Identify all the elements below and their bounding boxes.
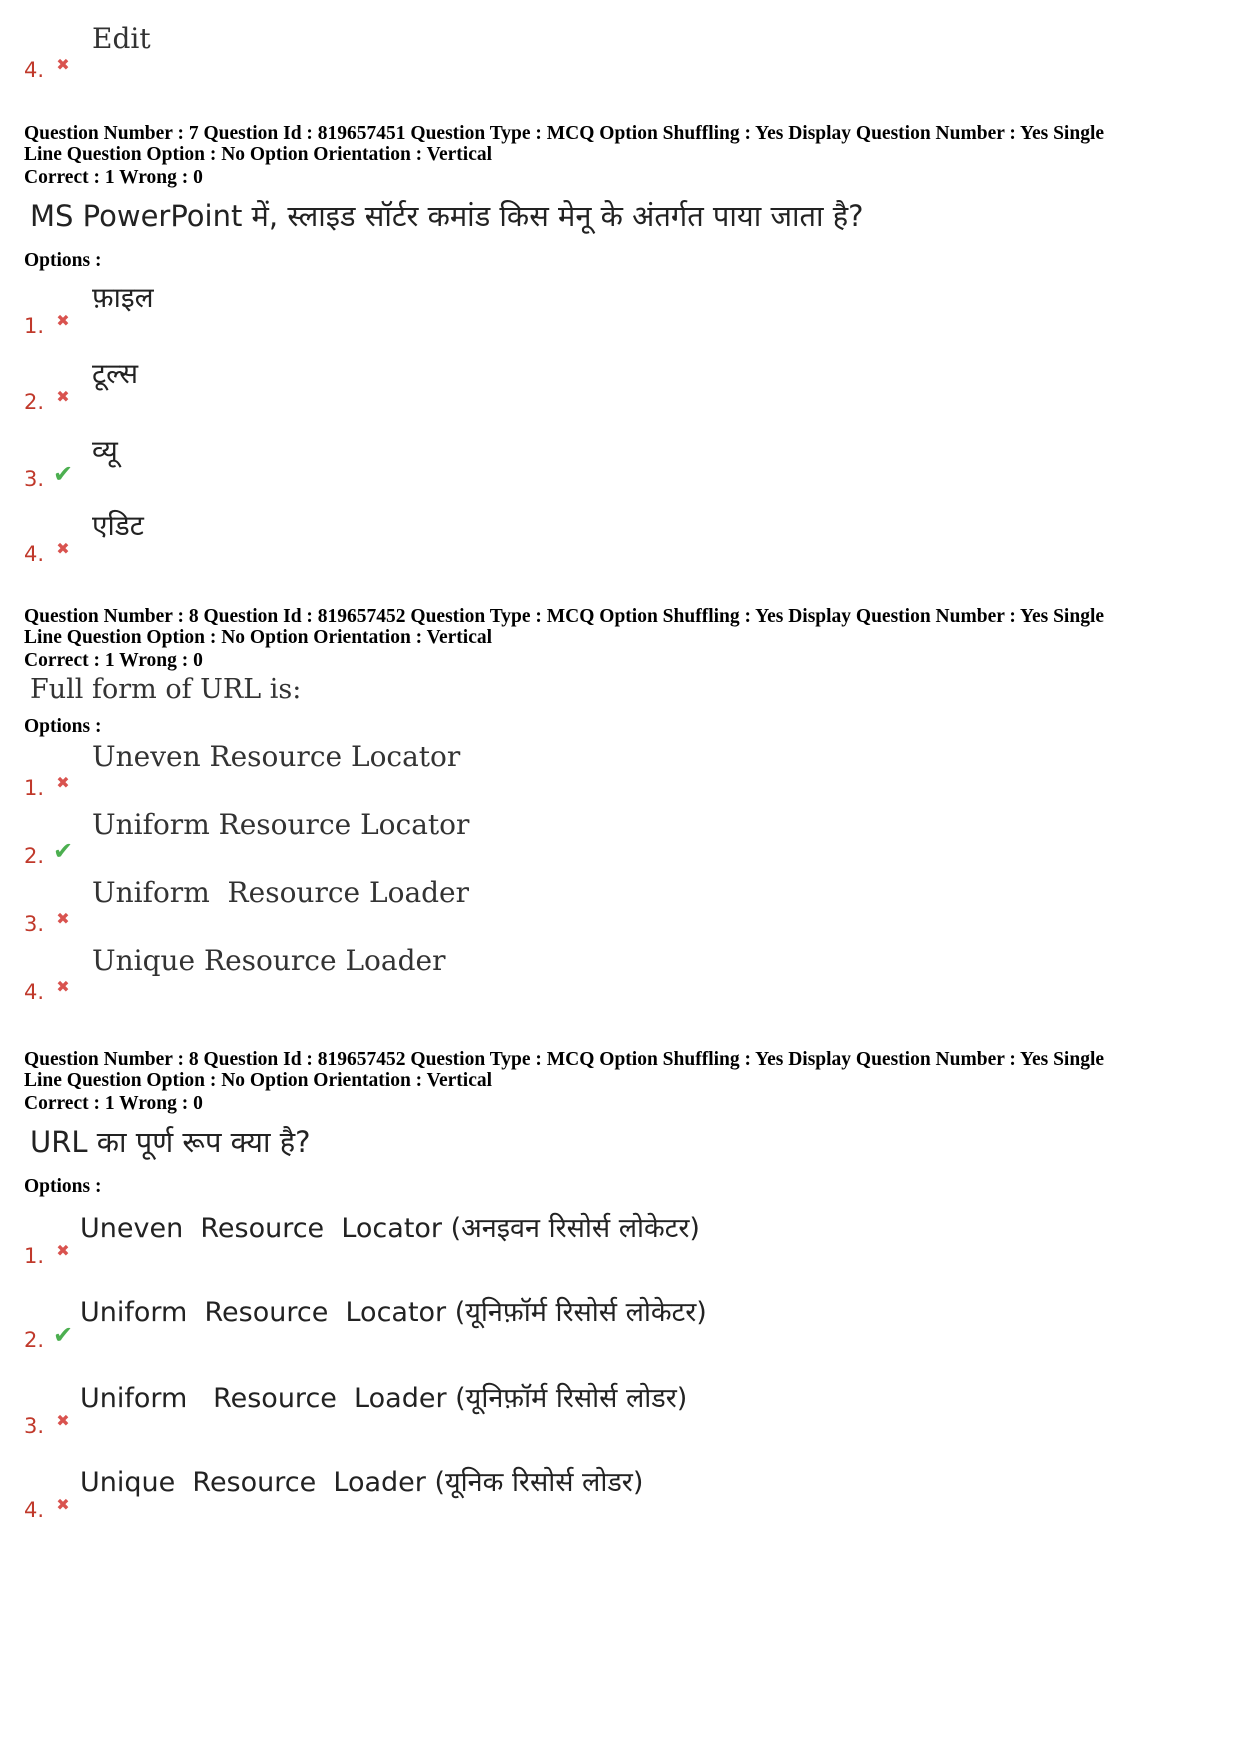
question-text: MS PowerPoint में, स्लाइड सॉर्टर कमांड किस मेनू के अंतर्गत पाया जाता है? [30, 199, 864, 233]
option-row [24, 22, 1174, 82]
question-meta [24, 1049, 1220, 1091]
option-number: 3. [24, 1414, 45, 1438]
option-row [24, 506, 1174, 566]
option-row [24, 808, 1174, 868]
question-meta-line-1: Question Number : 8 Question Id : 819657452 Question Type : MCQ Option Shuffling : Yes Display Question Number : Yes Single [24, 1049, 1105, 1070]
option-number: 1. [24, 776, 45, 800]
options-label: Options : [24, 716, 102, 737]
option-number: 2. [24, 844, 45, 868]
option-number: 2. [24, 390, 45, 414]
score-line: Correct : 1 Wrong : 0 [24, 167, 203, 188]
option-text: Unique Resource Loader (यूनिक रिसोर्स लोडर) [80, 1467, 644, 1498]
option-number: 3. [24, 912, 45, 936]
question-meta-line-1: Question Number : 8 Question Id : 819657452 Question Type : MCQ Option Shuffling : Yes Display Question Number : Yes Single [24, 606, 1105, 627]
option-text: Uneven Resource Locator (अनइवन रिसोर्स लोकेटर) [80, 1213, 700, 1244]
score-line: Correct : 1 Wrong : 0 [24, 650, 203, 671]
question-meta-line-1: Question Number : 7 Question Id : 819657451 Question Type : MCQ Option Shuffling : Yes Display Question Number : Yes Single [24, 123, 1105, 144]
cross-icon: ✖ [56, 977, 70, 996]
option-row [24, 354, 1174, 414]
option-number: 4. [24, 980, 45, 1004]
option-number: 1. [24, 314, 45, 338]
option-text: Uniform Resource Locator (यूनिफ़ॉर्म रिसोर्स लोकेटर) [80, 1297, 707, 1328]
option-row [24, 1208, 1174, 1268]
option-row [24, 278, 1174, 338]
option-row [24, 431, 1174, 491]
question-meta [24, 123, 1220, 165]
cross-icon: ✖ [56, 55, 70, 74]
cross-icon: ✖ [56, 539, 70, 558]
cross-icon: ✖ [56, 1495, 70, 1514]
option-text: Uniform Resource Locator [92, 808, 470, 841]
option-row [24, 740, 1174, 800]
question-text: URL का पूर्ण रूप क्या है? [30, 1125, 311, 1159]
options-label: Options : [24, 250, 102, 271]
option-text: व्यू [92, 434, 118, 467]
option-text: Unique Resource Loader [92, 944, 446, 977]
option-number: 4. [24, 1498, 45, 1522]
question-text: Full form of URL is: [30, 674, 302, 705]
option-text: Uniform Resource Loader [92, 876, 470, 909]
option-number: 4. [24, 542, 45, 566]
check-icon: ✔ [52, 837, 74, 865]
option-text: फ़ाइल [92, 281, 154, 314]
option-text: टूल्स [92, 357, 139, 390]
check-icon: ✔ [52, 1321, 74, 1349]
option-text: Uneven Resource Locator [92, 740, 461, 773]
option-row [24, 1462, 1174, 1522]
option-text: Uniform Resource Loader (यूनिफ़ॉर्म रिसोर्स लोडर) [80, 1383, 688, 1414]
cross-icon: ✖ [56, 1241, 70, 1260]
option-row [24, 944, 1174, 1004]
question-meta-line-2: Line Question Option : No Option Orientation : Vertical [24, 627, 493, 648]
option-text: Edit [92, 22, 151, 55]
options-label: Options : [24, 1176, 102, 1197]
option-number: 4. [24, 58, 45, 82]
score-line: Correct : 1 Wrong : 0 [24, 1093, 203, 1114]
cross-icon: ✖ [56, 773, 70, 792]
question-meta-line-2: Line Question Option : No Option Orientation : Vertical [24, 1070, 493, 1091]
option-text: एडिट [92, 509, 144, 542]
question-meta-line-2: Line Question Option : No Option Orientation : Vertical [24, 144, 493, 165]
option-row [24, 1378, 1174, 1438]
cross-icon: ✖ [56, 311, 70, 330]
cross-icon: ✖ [56, 387, 70, 406]
option-row [24, 1292, 1174, 1352]
cross-icon: ✖ [56, 909, 70, 928]
question-meta [24, 606, 1220, 648]
option-row [24, 876, 1174, 936]
option-number: 3. [24, 467, 45, 491]
cross-icon: ✖ [56, 1411, 70, 1430]
check-icon: ✔ [52, 460, 74, 488]
option-number: 2. [24, 1328, 45, 1352]
option-number: 1. [24, 1244, 45, 1268]
